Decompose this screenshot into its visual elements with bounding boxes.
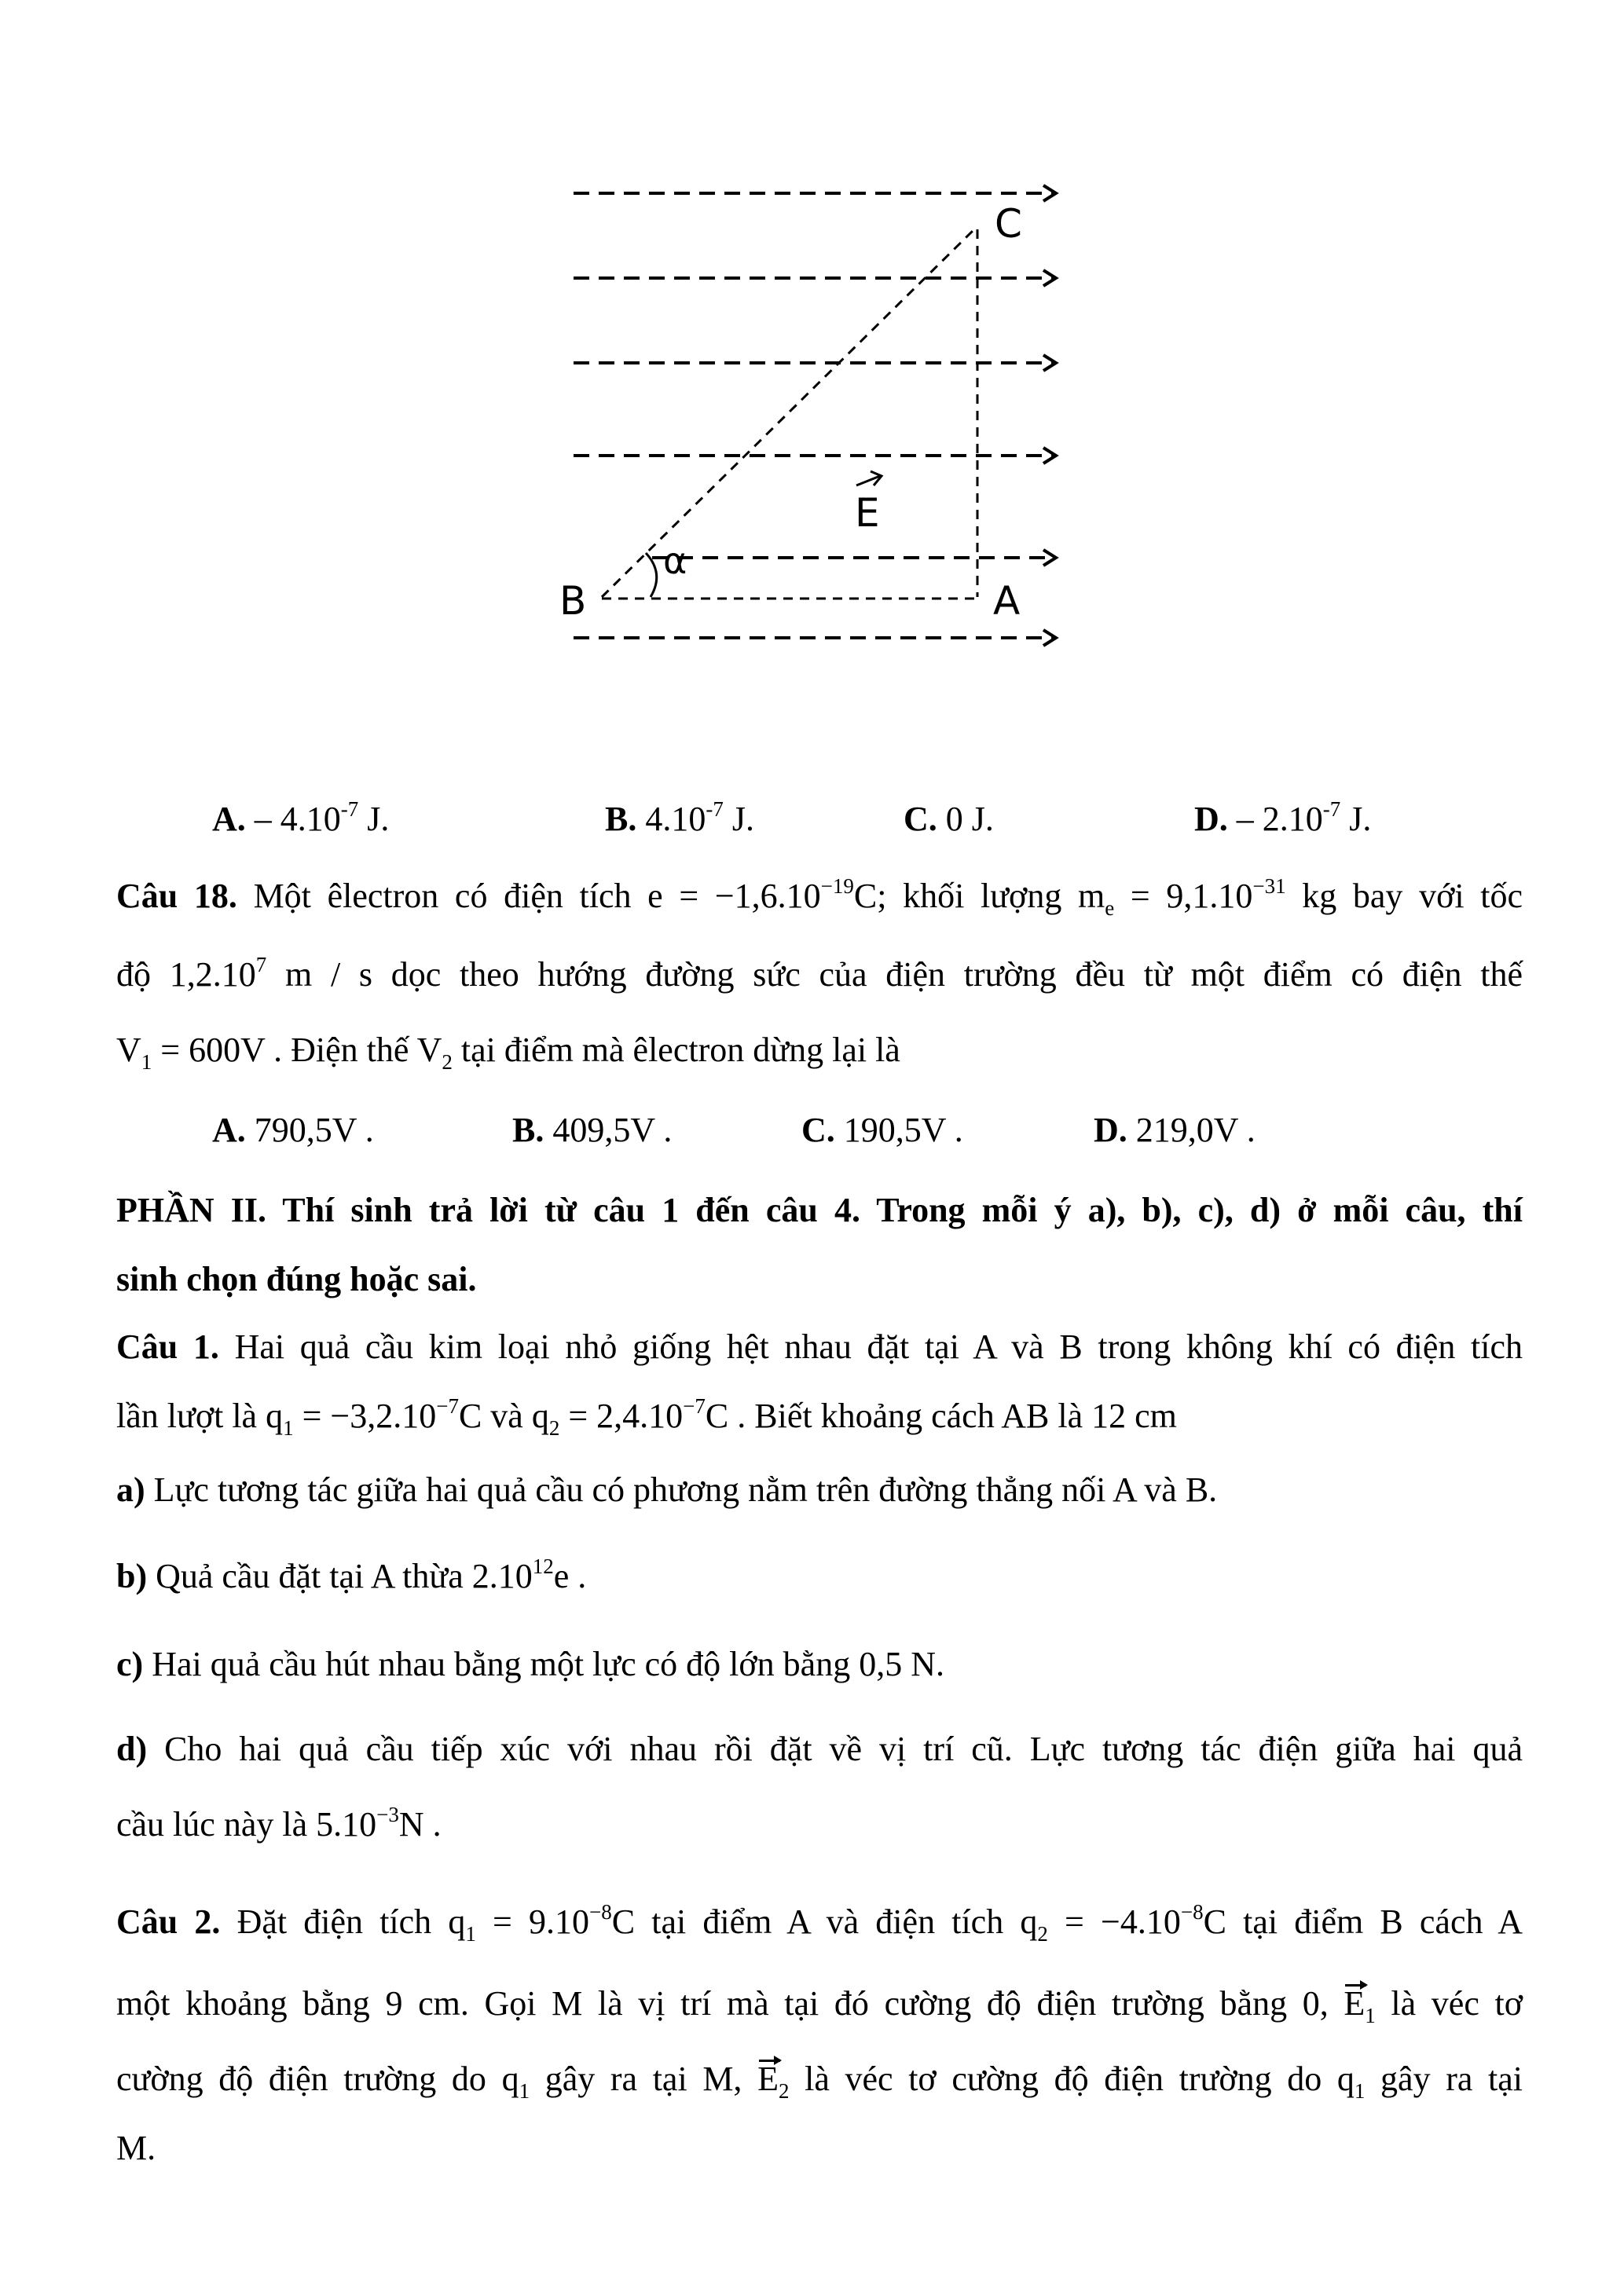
q17-option-b: B. $4.10^{-7}$ J. <box>605 797 754 838</box>
q1-statement-a: a) Lực tương tác giữa hai quả cầu có phương nằm trên đường thẳng nối A và B. <box>116 1470 1218 1509</box>
angle-arc <box>646 553 657 597</box>
field-arrowhead-5 <box>1043 550 1056 566</box>
q1-statement-c: c) Hai quả cầu hút nhau bằng một lực có độ lớn bằng 0,5 N. <box>116 1645 944 1683</box>
q18-line-3: $V_1 = 600V$ . Điện thế $V_2$ tại điểm mà êlectron dừng lại là <box>116 1031 900 1074</box>
q18-line-2: độ 1,2.10$^7$ m / s dọc theo hướng đường sức của điện trường đều từ một điểm có điện thế <box>116 953 1523 994</box>
field-arrowhead-4 <box>1043 448 1056 463</box>
q1-statement-d: d) Cho hai quả cầu tiếp xúc với nhau rồi đặt về vị trí cũ. Lực tương tác điện giữa hai quả <box>116 1730 1523 1768</box>
q1-line-2: lần lượt là $q_1 = -3,2.10^{-7}C$ và $q_2 = 2,4.10^{-7}C$ . Biết khoảng cách AB là 12 cm <box>116 1394 1177 1440</box>
field-arrowhead-3 <box>1043 355 1056 371</box>
q18-option-d: D. 219,0V . <box>1094 1111 1256 1149</box>
q2-line-3: cường độ điện trường do $q_1$ gây ra tại M, $E_2$ là véc tơ cường độ điện trường do $q_1$ gây ra tại <box>116 2060 1523 2103</box>
field-arrowhead-6 <box>1043 630 1056 646</box>
q17-option-a: A. – $4.10^{-7}$ J. <box>212 797 390 838</box>
field-arrowhead-1 <box>1043 185 1056 201</box>
label-b: B <box>559 578 587 624</box>
q2-line-4: M. <box>116 2129 156 2167</box>
q17-option-d: D. – $2.10^{-7}$ J. <box>1194 797 1372 838</box>
label-a: A <box>993 578 1021 624</box>
part2-heading-line-1: PHẦN II. Thí sinh trả lời từ câu 1 đến câu 4. Trong mỗi ý a), b), c), d) ở mỗi câu, thí <box>116 1191 1523 1229</box>
q18-option-c: C. 190,5V . <box>801 1111 963 1149</box>
q2-line-1: Câu 2. Đặt điện tích $q_1 = 9.10^{-8}C$ tại điểm A và điện tích $q_2 = -4.10^{-8}C$ tại điểm B cách A <box>116 1900 1523 1946</box>
field-arrowhead-2 <box>1043 270 1056 286</box>
q1-statement-b: b) Quả cầu đặt tại A thừa 2.10$^{12}$e . <box>116 1554 587 1595</box>
q2-line-2: một khoảng bằng 9 cm. Gọi M là vị trí mà tại đó cường độ điện trường bằng 0, $E_1$ là véc tơ <box>116 1984 1523 2027</box>
vector-arrow-e <box>856 471 882 485</box>
segment-bc <box>602 229 974 597</box>
q18-option-b: B. 409,5V . <box>512 1111 673 1149</box>
q17-option-c: C. 0 J. <box>904 800 994 838</box>
part2-heading-line-2: sinh chọn đúng hoặc sai. <box>116 1260 477 1298</box>
label-c: C <box>995 201 1022 247</box>
vector-e2: E <box>757 2058 779 2100</box>
label-alpha: α <box>663 540 687 582</box>
q18-option-a: A. 790,5V . <box>212 1111 374 1149</box>
vector-e1: E <box>1344 1983 1365 2025</box>
q1-statement-d-cont: cầu lúc này là $5.10^{-3}N$ . <box>116 1803 442 1844</box>
q18-line-1: Câu 18. Một êlectron có điện tích $e = -1,6.10^{-19}C$; khối lượng $m_e = 9,1.10^{-31}$ kg bay với tốc <box>116 874 1523 920</box>
q1-line-1: Câu 1. Hai quả cầu kim loại nhỏ giống hệt nhau đặt tại A và B trong không khí có điện tích <box>116 1327 1523 1366</box>
electric-field-figure <box>550 173 1084 660</box>
label-e: E <box>855 490 880 536</box>
